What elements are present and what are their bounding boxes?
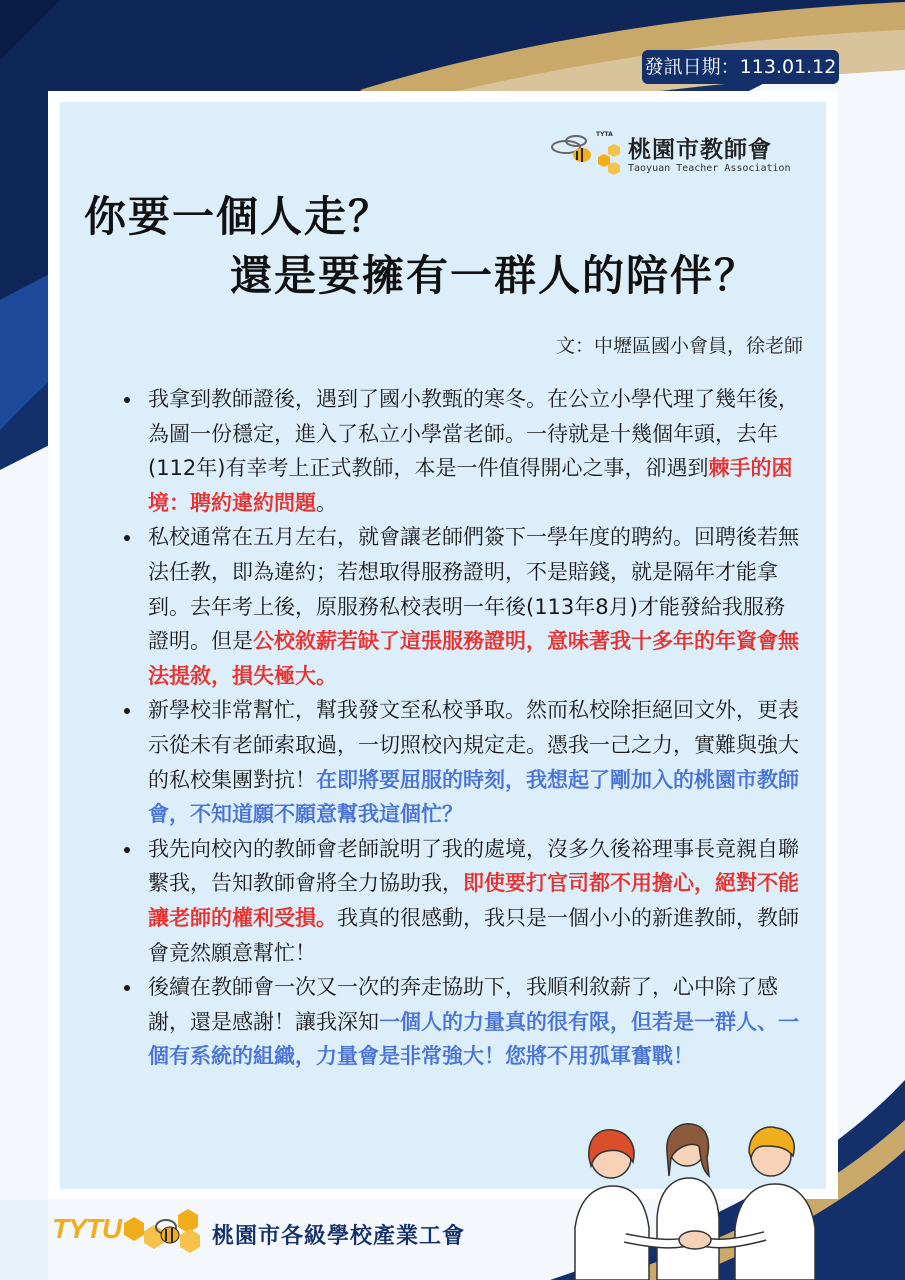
bee-hexagon-icon <box>546 127 626 181</box>
highlight-red: 公校敘薪若缺了這張服務證明，意味著我十多年的年資會無法提敘，損失極大。 <box>148 629 799 688</box>
date-badge: 發訊日期：113.01.12 <box>642 50 839 84</box>
tyta-logo <box>546 127 806 181</box>
union-name: 桃園市各級學校產業工會 <box>212 1224 466 1249</box>
highlight-red: 棘手的困境：聘約違約問題 <box>148 456 793 515</box>
paragraph-text: 我先向校內的教師會老師說明了我的處境，沒多久後裕理事長竟親自聯繫我，告知教師會將全力協助我， <box>148 836 799 896</box>
highlight-red: 即使要打官司都不用擔心，絕對不能讓老師的權利受損。 <box>148 871 799 930</box>
paragraph-text: 我拿到教師證後，遇到了國小教甄的寒冬。在公立小學代理了幾年後，為圖一份穩定，進入了私立小學當老師。一待就是十幾個年頭，去年(112年)有幸考上正式教師，本是一件值得開心之事，卻遇到 <box>148 387 799 481</box>
footer-union-logo <box>52 1205 522 1255</box>
article-body <box>120 382 800 1074</box>
paragraph-text: 我真的很感動，我只是一個小小的新進教師，教師會竟然願意幫忙！ <box>148 905 799 965</box>
title-line-2: 還是要擁有一群人的陪伴？ <box>230 251 759 300</box>
paragraph-text: 。 <box>316 490 337 515</box>
paragraph-text: 新學校非常幫忙，幫我發文至私校爭取。然而私校除拒絕回文外，更表示從未有老師索取過，一切照校內規定走。憑我一己之力，實難與強大的私校集團對抗！ <box>148 698 799 792</box>
paragraph-5 <box>120 970 800 1074</box>
title-line-1: 你要一個人走？ <box>84 192 393 241</box>
paragraph-text: 後續在教師會一次又一次的奔走協助下，我順利敘薪了，心中除了感謝，還是感謝！讓我深知 <box>148 975 778 1034</box>
highlight-blue: 在即將要屈服的時刻，我想起了剛加入的桃園市教師會，不知道願不願意幫我這個忙？ <box>148 767 799 827</box>
bee-hexagon-icon <box>118 1205 208 1255</box>
paragraph-3 <box>120 693 800 831</box>
paragraph-4 <box>120 832 800 970</box>
people-joining-hands-illustration <box>565 1118 825 1280</box>
paragraph-2 <box>120 520 800 693</box>
logo-tag: TYTA <box>596 131 613 138</box>
logo-name: 桃園市教師會 <box>628 137 772 163</box>
paragraph-1 <box>120 382 800 520</box>
logo-english-name: Taoyuan Teacher Association <box>628 163 791 174</box>
author-line: 文：中壢區國小會員，徐老師 <box>555 335 803 357</box>
tytu-wordmark: TYTU <box>52 1213 122 1244</box>
paragraph-text: 私校通常在五月左右，就會讓老師們簽下一學年度的聘約。回聘後若無法任教，即為違約；若想取得服務證明，不是賠錢，就是隔年才能拿到。去年考上後，原服務私校表明一年後(113年8月)才能發給我服務證明。但是 <box>148 525 799 654</box>
highlight-blue: 一個人的力量真的很有限，但若是一群人、一個有系統的組織，力量會是非常強大！您將不用孤軍奮戰！ <box>148 1009 799 1069</box>
